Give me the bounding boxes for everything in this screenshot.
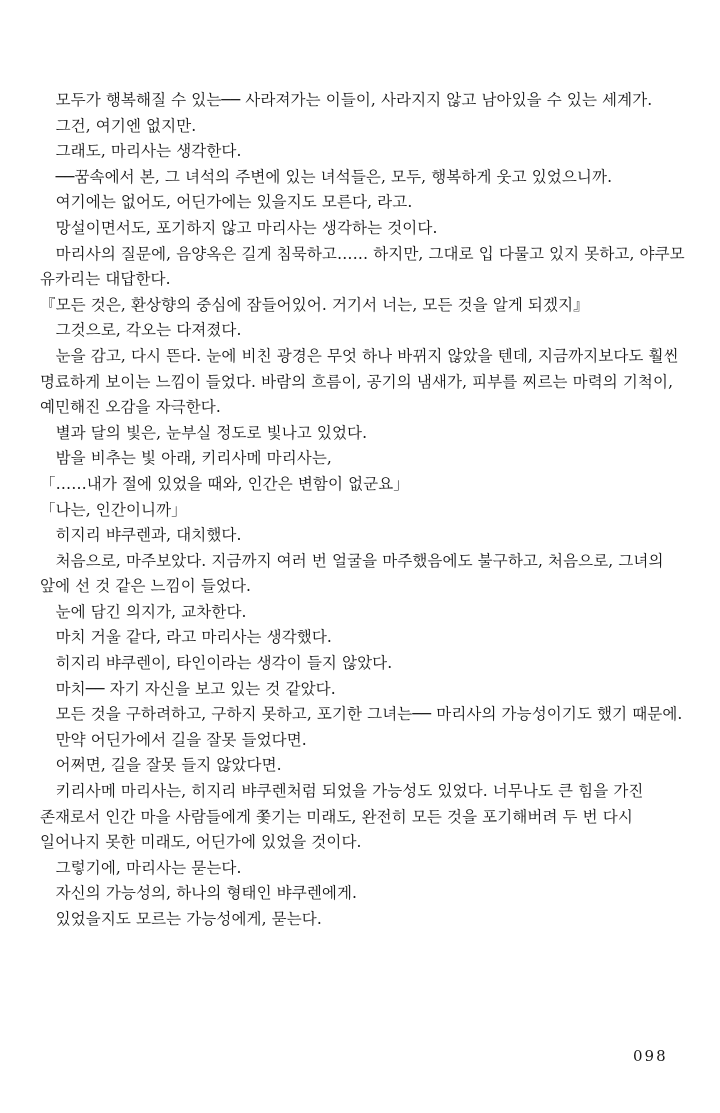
paragraph: 있었을지도 모르는 가능성에게, 묻는다. (40, 910, 322, 928)
paragraph: ──꿈속에서 본, 그 녀석의 주변에 있는 녀석들은, 모두, 행복하게 웃고 있었으니까. (40, 167, 613, 186)
paragraph: 어쩌면, 길을 잘못 들지 않았다면. (40, 756, 282, 775)
paragraph: 자신의 가능성의, 하나의 형태인 뱌쿠렌에게. (40, 884, 358, 903)
paragraph: 마치── 자기 자신을 보고 있는 것 같았다. (40, 679, 336, 698)
paragraph: 처음으로, 마주보았다. 지금까지 여러 번 얼굴을 마주했음에도 불구하고, 처음으로, 그녀의 앞에 선 것 같은 느낌이 들었다. (40, 551, 664, 596)
paragraph: 마리사의 질문에, 음양옥은 길게 침묵하고…… 하지만, 그대로 입 다물고 있지 못하고, 야쿠모 유카리는 대답한다. (40, 244, 685, 289)
paragraph: 별과 달의 빛은, 눈부실 정도로 빛나고 있었다. (40, 423, 368, 442)
paragraph: 마치 거울 같다, 라고 마리사는 생각했다. (40, 628, 332, 647)
paragraph: 모든 것을 구하려하고, 구하지 못하고, 포기한 그녀는── 마리사의 가능성이기도 했기 때문에. (40, 705, 683, 724)
body-text (40, 88, 695, 933)
paragraph: 히지리 뱌쿠렌과, 대치했다. (40, 526, 242, 545)
paragraph: 여기에는 없어도, 어딘가에는 있을지도 모른다, 라고. (40, 193, 413, 212)
paragraph: 그렇기에, 마리사는 묻는다. (40, 858, 242, 877)
paragraph: 망설이면서도, 포기하지 않고 마리사는 생각하는 것이다. (40, 218, 438, 237)
paragraph: 밤을 비추는 빛 아래, 키리사메 마리사는, (40, 449, 332, 468)
paragraph: 그건, 여기엔 없지만. (40, 116, 197, 135)
page-number: 098 (633, 1047, 668, 1065)
paragraph: 「나는, 인간이니까」 (40, 500, 187, 519)
paragraph: 만약 어딘가에서 길을 잘못 들었다면. (40, 730, 307, 749)
paragraph: 눈을 감고, 다시 뜬다. 눈에 비친 광경은 무엇 하나 바뀌지 않았을 텐데, 지금까지보다도 훨씬 명료하게 보이는 느낌이 들었다. 바람의 흐름이, 공기의 냄새가, 피부를 찌르는 마력의 기척이, 예민해진 오감을 자극한다. (40, 346, 679, 417)
paragraph: 『모든 것은, 환상향의 중심에 잠들어있어. 거기서 너는, 모든 것을 알게 되겠지』 (40, 295, 589, 314)
paragraph: 그래도, 마리사는 생각한다. (40, 142, 242, 161)
paragraph: 모두가 행복해질 수 있는── 사라져가는 이들이, 사라지지 않고 남아있을 수 있는 세계가. (40, 91, 653, 109)
paragraph: 「……내가 절에 있었을 때와, 인간은 변함이 없군요」 (40, 474, 409, 493)
paragraph: 눈에 담긴 의지가, 교차한다. (40, 602, 247, 621)
paragraph: 그것으로, 각오는 다져졌다. (40, 321, 242, 340)
paragraph: 히지리 뱌쿠렌이, 타인이라는 생각이 들지 않았다. (40, 654, 393, 673)
paragraph: 키리사메 마리사는, 히지리 뱌쿠렌처럼 되었을 가능성도 있었다. 너무나도 큰 힘을 가진 존재로서 인간 마을 사람들에게 쫓기는 미래도, 완전히 모든 것을 포기해버려 두 번 다시 일어나지 못한 미래도, 어딘가에 있었을 것이다. (40, 782, 644, 852)
